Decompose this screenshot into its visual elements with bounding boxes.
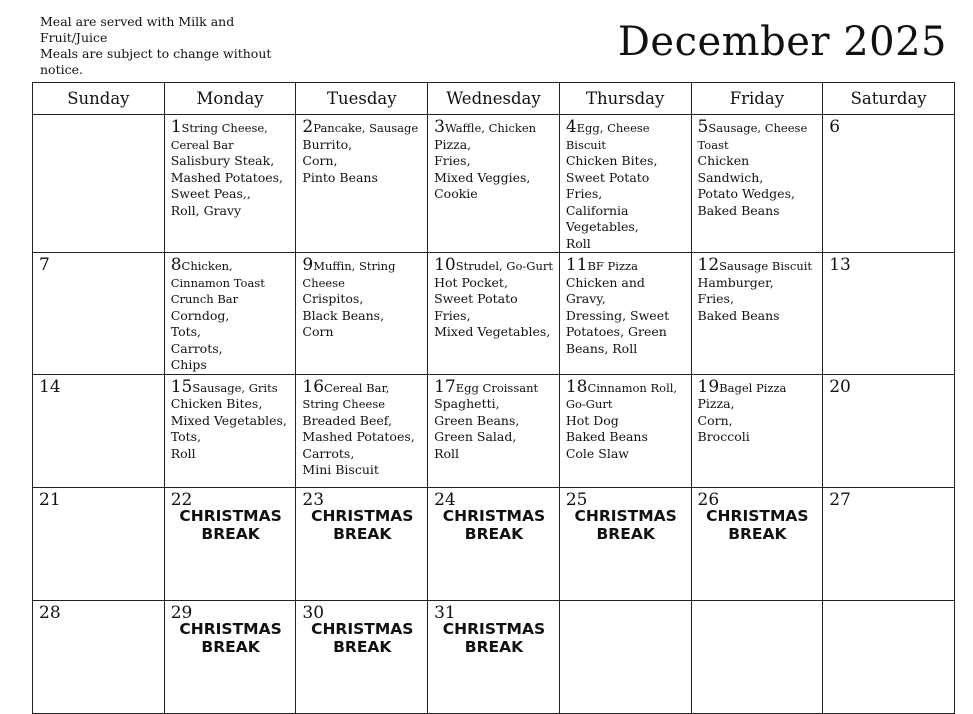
breakfast-item: Cereal Bar, String Cheese <box>302 380 390 411</box>
day-cell <box>823 374 955 487</box>
break-label: CHRISTMAS <box>179 507 282 525</box>
day-number: 17 <box>434 376 456 397</box>
break-label: CHRISTMAS <box>442 507 546 525</box>
day-number: 8 <box>170 255 182 275</box>
day-number: 30 <box>302 602 325 623</box>
day-cell <box>559 487 691 600</box>
breakfast-item: Strudel, Go-Gurt <box>455 259 554 273</box>
breakfast-item: BF Pizza <box>587 259 638 273</box>
week-row <box>33 374 955 487</box>
menu-item: Cole Slaw <box>565 445 629 461</box>
day-cell <box>823 253 955 375</box>
day-number: 1 <box>170 117 182 137</box>
day-cell <box>428 115 560 253</box>
break-label: CHRISTMAS <box>442 620 546 638</box>
day-number: 2 <box>302 117 314 137</box>
menu-item: Mixed Veggies, <box>434 169 531 185</box>
menu-item: Pizza, <box>434 136 472 152</box>
note-line-milk: Meal are served with Milk and Fruit/Juice <box>40 14 235 45</box>
breakfast-item: Bagel Pizza <box>719 380 787 395</box>
calendar-grid <box>32 82 955 714</box>
note-line-change: Meals are subject to change without notice. <box>40 46 272 77</box>
menu-item: Black Beans, <box>302 307 385 323</box>
menu-item: Baked Beans <box>565 429 648 444</box>
menu-item: Roll <box>170 445 196 461</box>
breakfast-item: Muffin, String Cheese <box>302 259 396 290</box>
menu-item: Mixed Vegetables, <box>170 412 287 428</box>
day-number: 22 <box>170 489 193 510</box>
break-label: CHRISTMAS <box>311 620 414 638</box>
page-title: December 2025 <box>617 19 947 65</box>
day-cell <box>296 115 428 253</box>
menu-item: Broccoli <box>697 429 750 444</box>
weekday-monday: Monday <box>164 83 296 115</box>
day-cell <box>33 374 165 487</box>
day-number: 18 <box>565 376 588 397</box>
menu-item: Dressing, Sweet Potatoes, Green Beans, Roll <box>565 307 670 356</box>
breakfast-item: Egg, Cheese Biscuit <box>565 121 650 152</box>
menu-item: Breaded Beef, <box>302 412 392 428</box>
breakfast-item: Sausage, Cheese Toast <box>697 121 808 152</box>
break-label: BREAK <box>464 525 524 543</box>
menu-item: California Vegetables, <box>565 202 639 234</box>
menu-item: Corn, <box>697 412 733 428</box>
menu-item: Chicken Sandwich, <box>697 153 764 185</box>
menu-item: Spaghetti, <box>434 396 500 411</box>
menu-item: Tots, <box>170 429 202 444</box>
day-cell <box>691 253 823 375</box>
break-label: BREAK <box>333 525 392 543</box>
menu-item: Mini Biscuit <box>302 462 379 477</box>
day-number: 6 <box>829 117 841 137</box>
menu-item: Sweet Potato Fries, <box>565 169 650 201</box>
day-number: 9 <box>302 255 314 275</box>
menu-item: Corndog, <box>170 307 230 323</box>
menu-item: Corn <box>302 324 334 339</box>
menu-item: Baked Beans <box>697 307 780 323</box>
break-label: BREAK <box>464 638 524 656</box>
day-cell <box>33 600 165 713</box>
day-cell <box>428 253 560 375</box>
breakfast-item: Pancake, Sausage <box>313 121 419 135</box>
day-cell <box>559 253 691 375</box>
day-number: 26 <box>697 489 720 510</box>
day-cell <box>164 600 296 713</box>
day-number: 19 <box>697 376 720 397</box>
menu-item: Green Salad, <box>434 429 517 444</box>
day-number: 10 <box>434 255 456 275</box>
day-number: 27 <box>829 489 851 510</box>
menu-item: Potato Wedges, <box>697 186 795 201</box>
day-number: 23 <box>302 489 325 510</box>
break-label: BREAK <box>201 525 260 543</box>
menu-item: Chicken Bites, <box>565 153 658 168</box>
weekday-thursday: Thursday <box>559 83 691 115</box>
break-label: CHRISTMAS <box>574 507 677 525</box>
weekday-sunday: Sunday <box>33 83 165 115</box>
day-cell <box>33 115 165 253</box>
weekday-friday: Friday <box>691 83 823 115</box>
day-cell <box>296 253 428 375</box>
menu-item: Tots, <box>170 324 202 339</box>
day-cell <box>823 600 955 713</box>
breakfast-item: String Cheese, Cereal Bar <box>170 121 268 152</box>
day-number: 11 <box>565 255 588 275</box>
day-cell <box>428 374 560 487</box>
menu-item: Chicken and Gravy, <box>565 274 645 306</box>
weekday-tuesday: Tuesday <box>296 83 428 115</box>
day-cell <box>428 487 560 600</box>
menu-item: Pizza, <box>697 396 735 411</box>
day-number: 16 <box>302 376 325 397</box>
day-cell <box>691 115 823 253</box>
menu-item: Sweet Peas,, <box>170 186 251 201</box>
day-number: 20 <box>829 376 851 397</box>
day-cell <box>33 253 165 375</box>
menu-item: Mashed Potatoes, <box>170 169 284 185</box>
day-cell <box>164 115 296 253</box>
day-number: 5 <box>697 117 709 137</box>
menu-item: Salisbury Steak, <box>170 153 275 168</box>
day-cell <box>691 374 823 487</box>
menu-item: Sweet Potato Fries, <box>434 291 518 323</box>
breakfast-item: Cinnamon Roll, Go-Gurt <box>565 380 678 411</box>
day-cell <box>164 253 296 375</box>
menu-item: Pinto Beans <box>302 169 378 185</box>
menu-item: Mixed Vegetables, <box>434 324 551 339</box>
day-cell <box>559 115 691 253</box>
day-cell <box>823 487 955 600</box>
break-label: BREAK <box>596 525 655 543</box>
day-cell <box>691 600 823 713</box>
menu-item: Fries, <box>434 153 471 168</box>
day-cell <box>296 600 428 713</box>
break-label: CHRISTMAS <box>179 620 282 638</box>
breakfast-item: Chicken, Cinnamon Toast Crunch Bar <box>170 259 265 306</box>
break-label: BREAK <box>728 525 787 543</box>
week-row <box>33 600 955 713</box>
break-label: BREAK <box>333 638 392 656</box>
menu-item: Roll <box>565 235 591 251</box>
day-number: 24 <box>434 489 456 510</box>
breakfast-item: Waffle, Chicken <box>444 121 537 135</box>
menu-item: Carrots, <box>302 445 355 461</box>
menu-item: Hamburger, <box>697 274 774 290</box>
day-number: 15 <box>170 376 193 397</box>
day-number: 4 <box>565 117 577 137</box>
day-cell <box>296 374 428 487</box>
day-number: 14 <box>39 376 61 397</box>
week-row <box>33 115 955 253</box>
day-number: 25 <box>565 489 588 510</box>
menu-item: Crispitos, <box>302 291 364 306</box>
day-cell <box>823 115 955 253</box>
weekday-wednesday: Wednesday <box>428 83 560 115</box>
day-cell <box>428 600 560 713</box>
calendar-body <box>33 115 955 714</box>
day-number: 28 <box>39 602 61 623</box>
menu-item: Roll <box>434 445 460 461</box>
meal-note <box>40 14 280 78</box>
menu-item: Roll, Gravy <box>170 202 242 218</box>
break-label: CHRISTMAS <box>706 507 809 525</box>
weekday-header-row <box>33 83 955 115</box>
menu-item: Chips <box>170 357 207 372</box>
menu-item: Chicken Bites, <box>170 396 263 411</box>
day-number: 7 <box>39 255 50 275</box>
menu-item: Cookie <box>434 186 478 201</box>
week-row <box>33 487 955 600</box>
day-number: 13 <box>829 255 851 275</box>
day-number: 12 <box>697 255 720 275</box>
day-cell <box>559 600 691 713</box>
week-row <box>33 253 955 375</box>
day-cell <box>164 374 296 487</box>
menu-item: Carrots, <box>170 340 223 356</box>
day-number: 3 <box>434 117 445 137</box>
break-label: CHRISTMAS <box>311 507 414 525</box>
menu-item: Mashed Potatoes, <box>302 429 415 444</box>
breakfast-item: Egg Croissant <box>455 380 539 395</box>
breakfast-item: Sausage, Grits <box>192 380 278 395</box>
menu-item: Baked Beans <box>697 202 780 218</box>
weekday-saturday: Saturday <box>823 83 955 115</box>
day-cell <box>33 487 165 600</box>
break-label: BREAK <box>201 638 260 656</box>
day-number: 31 <box>434 602 456 623</box>
day-cell <box>296 487 428 600</box>
menu-item: Hot Dog <box>565 412 619 428</box>
menu-item: Fries, <box>697 291 734 306</box>
menu-item: Burrito, <box>302 136 353 152</box>
day-cell <box>164 487 296 600</box>
day-cell <box>559 374 691 487</box>
day-cell <box>691 487 823 600</box>
day-number: 29 <box>170 602 193 623</box>
menu-item: Corn, <box>302 153 338 168</box>
breakfast-item: Sausage Biscuit <box>719 259 813 273</box>
menu-item: Green Beans, <box>434 412 520 428</box>
day-number: 21 <box>39 489 61 510</box>
menu-item: Hot Pocket, <box>434 274 508 290</box>
